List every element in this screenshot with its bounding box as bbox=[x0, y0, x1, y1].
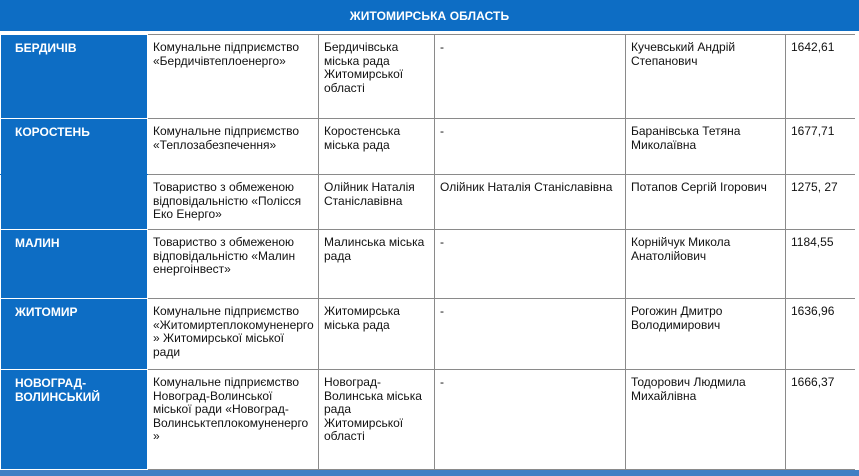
head-cell: Корнійчук Микола Анатолійович bbox=[626, 230, 786, 299]
enterprise-table bbox=[0, 34, 859, 470]
value-cell: 1275, 27 bbox=[786, 175, 859, 230]
bottom-bar bbox=[0, 470, 859, 476]
org-cell: Комунальне підприємство «Бердичівтеплоенерго» bbox=[148, 35, 319, 119]
owner-cell: Малинська міська рада bbox=[319, 230, 435, 299]
head-cell: Потапов Сергій Ігорович bbox=[626, 175, 786, 230]
city-cell: НОВОГРАД-ВОЛИНСЬКИЙ bbox=[1, 370, 148, 470]
head-cell: Рогожин Дмитро Володимирович bbox=[626, 299, 786, 370]
value-cell: 1666,37 bbox=[786, 370, 859, 470]
owner-cell: Олійник Наталія Станіславівна bbox=[319, 175, 435, 230]
org-cell: Товариство з обмеженою відповідальністю «Малин енергоінвест» bbox=[148, 230, 319, 299]
city-cell: КОРОСТЕНЬ bbox=[1, 119, 148, 175]
value-cell: 1642,61 bbox=[786, 35, 859, 119]
table-row bbox=[1, 35, 859, 119]
value-cell: 1184,55 bbox=[786, 230, 859, 299]
city-cell bbox=[1, 175, 148, 230]
city-cell: МАЛИН bbox=[1, 230, 148, 299]
beneficiary-cell: - bbox=[435, 299, 626, 370]
beneficiary-cell: - bbox=[435, 230, 626, 299]
org-cell: Комунальне підприємство «Житомиртеплокомуненерго» Житомирської міської ради bbox=[148, 299, 319, 370]
head-cell: Кучевський Андрій Степанович bbox=[626, 35, 786, 119]
table-row bbox=[1, 370, 859, 470]
org-cell: Товариство з обмеженою відповідальністю «Полісся Еко Енерго» bbox=[148, 175, 319, 230]
head-cell: Тодорович Людмила Михайлівна bbox=[626, 370, 786, 470]
table-row bbox=[1, 299, 859, 370]
table-row bbox=[1, 230, 859, 299]
value-cell: 1677,71 bbox=[786, 119, 859, 175]
region-header: ЖИТОМИРСЬКА ОБЛАСТЬ bbox=[0, 0, 859, 31]
city-cell: БЕРДИЧІВ bbox=[1, 35, 148, 119]
right-edge-strip bbox=[855, 31, 859, 470]
head-cell: Баранівська Тетяна Миколаївна bbox=[626, 119, 786, 175]
org-cell: Комунальне підприємство Новоград-Волинської міської ради «Новоград-Волинськтеплокомуненерго» bbox=[148, 370, 319, 470]
owner-cell: Новоград-Волинська міська рада Житомирської області bbox=[319, 370, 435, 470]
city-cell: ЖИТОМИР bbox=[1, 299, 148, 370]
table-row bbox=[1, 119, 859, 175]
table-row bbox=[1, 175, 859, 230]
beneficiary-cell: - bbox=[435, 370, 626, 470]
beneficiary-cell: Олійник Наталія Станіславівна bbox=[435, 175, 626, 230]
value-cell: 1636,96 bbox=[786, 299, 859, 370]
owner-cell: Бердичівська міська рада Житомирської області bbox=[319, 35, 435, 119]
owner-cell: Житомирська міська рада bbox=[319, 299, 435, 370]
owner-cell: Коростенська міська рада bbox=[319, 119, 435, 175]
org-cell: Комунальне підприємство «Теплозабезпечення» bbox=[148, 119, 319, 175]
beneficiary-cell: - bbox=[435, 35, 626, 119]
beneficiary-cell: - bbox=[435, 119, 626, 175]
